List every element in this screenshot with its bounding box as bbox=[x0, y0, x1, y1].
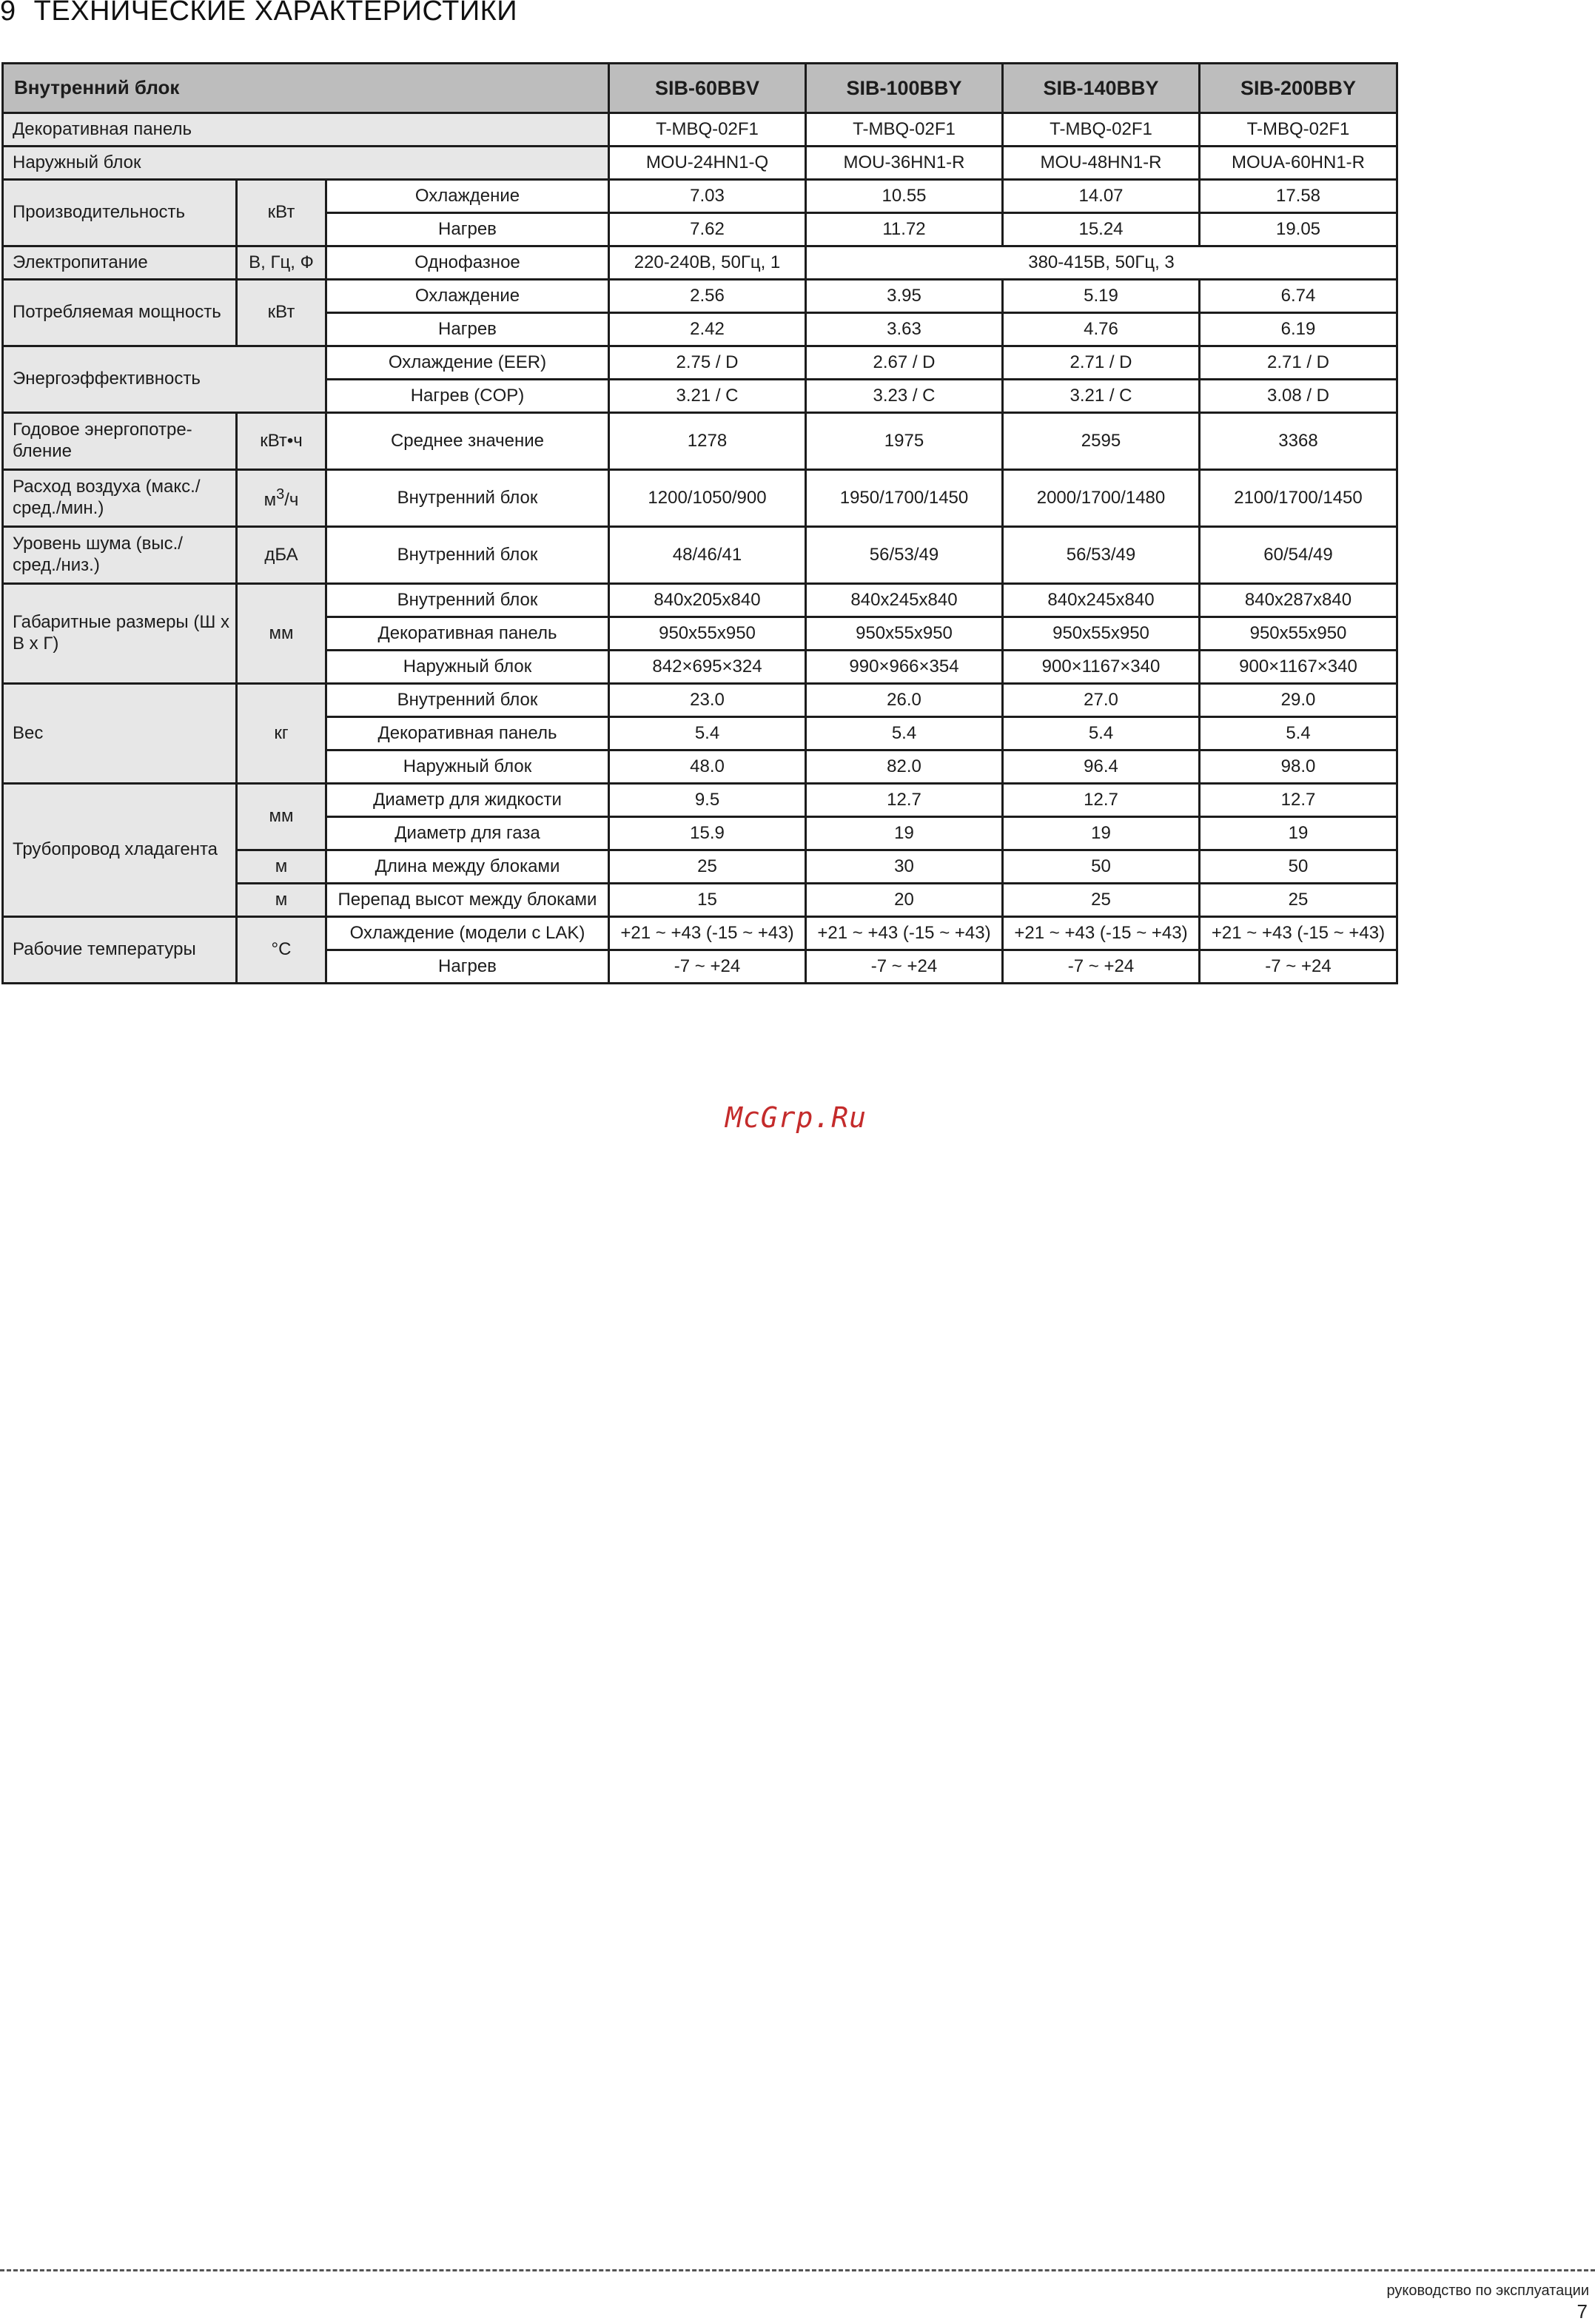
table-cell: 6.19 bbox=[1200, 313, 1397, 346]
table-cell: 3.08 / D bbox=[1200, 380, 1397, 413]
table-cell: +21 ~ +43 (-15 ~ +43) bbox=[1200, 917, 1397, 950]
header-indoor-unit: Внутренний блок bbox=[3, 64, 609, 113]
table-cell: MOU-24HN1-Q bbox=[609, 147, 806, 180]
table-cell: 2.67 / D bbox=[806, 346, 1003, 380]
row-sublabel: Охлаждение bbox=[326, 180, 609, 213]
table-cell: +21 ~ +43 (-15 ~ +43) bbox=[609, 917, 806, 950]
row-sublabel: Охлаждение (модели с LAK) bbox=[326, 917, 609, 950]
table-cell: 14.07 bbox=[1003, 180, 1200, 213]
row-unit: мм bbox=[237, 584, 326, 684]
table-cell: 9.5 bbox=[609, 784, 806, 817]
row-sublabel: Среднее значение bbox=[326, 413, 609, 470]
table-row bbox=[3, 784, 1397, 817]
table-cell: 950x55x950 bbox=[1200, 617, 1397, 651]
table-cell: 15 bbox=[609, 884, 806, 917]
table-cell: 3.21 / C bbox=[609, 380, 806, 413]
table-cell: 25 bbox=[1003, 884, 1200, 917]
page-number: 7 bbox=[1576, 2300, 1588, 2323]
table-header-row bbox=[3, 64, 1397, 113]
table-cell: 2.42 bbox=[609, 313, 806, 346]
row-unit bbox=[237, 470, 326, 527]
table-cell: T-MBQ-02F1 bbox=[609, 113, 806, 147]
table-cell: 20 bbox=[806, 884, 1003, 917]
watermark: McGrp.Ru bbox=[725, 1101, 867, 1134]
table-cell: -7 ~ +24 bbox=[1200, 950, 1397, 984]
section-number: 9 bbox=[0, 0, 16, 27]
row-label: Годовое энергопотре-бление bbox=[3, 413, 237, 470]
row-label: Расход воздуха (макс./сред./мин.) bbox=[3, 470, 237, 527]
table-cell: 2595 bbox=[1003, 413, 1200, 470]
table-cell: 10.55 bbox=[806, 180, 1003, 213]
row-sublabel: Декоративная панель bbox=[326, 617, 609, 651]
row-label: Габаритные размеры (Ш х В х Г) bbox=[3, 584, 237, 684]
table-cell: 380-415В, 50Гц, 3 bbox=[806, 246, 1397, 280]
table-cell: 1950/1700/1450 bbox=[806, 470, 1003, 527]
table-row bbox=[3, 584, 1397, 617]
table-cell: -7 ~ +24 bbox=[1003, 950, 1200, 984]
table-cell: 950x55x950 bbox=[1003, 617, 1200, 651]
table-cell: 3.23 / C bbox=[806, 380, 1003, 413]
table-row bbox=[3, 147, 1397, 180]
table-cell: 900×1167×340 bbox=[1003, 651, 1200, 684]
table-cell: 60/54/49 bbox=[1200, 527, 1397, 584]
table-cell: 220-240В, 50Гц, 1 bbox=[609, 246, 806, 280]
table-cell: 48/46/41 bbox=[609, 527, 806, 584]
row-sublabel: Декоративная панель bbox=[326, 717, 609, 750]
row-label: Потребляемая мощность bbox=[3, 280, 237, 346]
table-cell: 96.4 bbox=[1003, 750, 1200, 784]
row-sublabel: Внутренний блок bbox=[326, 470, 609, 527]
table-cell: 5.4 bbox=[806, 717, 1003, 750]
table-cell: 27.0 bbox=[1003, 684, 1200, 717]
row-sublabel: Длина между блоками bbox=[326, 850, 609, 884]
table-cell: 11.72 bbox=[806, 213, 1003, 246]
table-cell: 56/53/49 bbox=[806, 527, 1003, 584]
row-sublabel: Внутренний блок bbox=[326, 584, 609, 617]
table-cell: 19 bbox=[1200, 817, 1397, 850]
table-cell: 15.9 bbox=[609, 817, 806, 850]
table-cell: 48.0 bbox=[609, 750, 806, 784]
table-cell: 900×1167×340 bbox=[1200, 651, 1397, 684]
table-cell: 98.0 bbox=[1200, 750, 1397, 784]
table-cell: 19.05 bbox=[1200, 213, 1397, 246]
unit-base: м bbox=[263, 489, 277, 510]
row-sublabel: Охлаждение (EER) bbox=[326, 346, 609, 380]
table-cell: 30 bbox=[806, 850, 1003, 884]
table-cell: 12.7 bbox=[1200, 784, 1397, 817]
table-cell: 2.75 / D bbox=[609, 346, 806, 380]
table-cell: 7.62 bbox=[609, 213, 806, 246]
row-label: Трубопровод хладагента bbox=[3, 784, 237, 917]
table-cell: 2100/1700/1450 bbox=[1200, 470, 1397, 527]
table-cell: 1975 bbox=[806, 413, 1003, 470]
table-row bbox=[3, 527, 1397, 584]
row-sublabel: Охлаждение bbox=[326, 280, 609, 313]
table-cell: 5.4 bbox=[1200, 717, 1397, 750]
table-cell: 840x245x840 bbox=[806, 584, 1003, 617]
table-cell: +21 ~ +43 (-15 ~ +43) bbox=[806, 917, 1003, 950]
table-cell: MOU-48HN1-R bbox=[1003, 147, 1200, 180]
row-label: Электропитание bbox=[3, 246, 237, 280]
table-cell: 840x287x840 bbox=[1200, 584, 1397, 617]
table-cell: 840x205x840 bbox=[609, 584, 806, 617]
unit-rest: /ч bbox=[284, 489, 299, 510]
table-cell: 12.7 bbox=[806, 784, 1003, 817]
table-cell: T-MBQ-02F1 bbox=[806, 113, 1003, 147]
table-cell: 3.95 bbox=[806, 280, 1003, 313]
row-label: Вес bbox=[3, 684, 237, 784]
row-unit: кг bbox=[237, 684, 326, 784]
table-cell: MOU-36HN1-R bbox=[806, 147, 1003, 180]
row-sublabel: Диаметр для газа bbox=[326, 817, 609, 850]
row-label: Наружный блок bbox=[3, 147, 609, 180]
table-cell: +21 ~ +43 (-15 ~ +43) bbox=[1003, 917, 1200, 950]
row-unit: В, Гц, Ф bbox=[237, 246, 326, 280]
footer-text: руководство по эксплуатации bbox=[1386, 2283, 1589, 2299]
row-unit: кВт bbox=[237, 280, 326, 346]
table-row bbox=[3, 113, 1397, 147]
table-cell: 19 bbox=[806, 817, 1003, 850]
table-cell: 950x55x950 bbox=[609, 617, 806, 651]
table-cell: T-MBQ-02F1 bbox=[1200, 113, 1397, 147]
table-row bbox=[3, 413, 1397, 470]
table-cell: 15.24 bbox=[1003, 213, 1200, 246]
row-sublabel: Нагрев bbox=[326, 213, 609, 246]
row-label: Энергоэффективность bbox=[3, 346, 326, 413]
row-sublabel: Наружный блок bbox=[326, 750, 609, 784]
row-sublabel: Нагрев bbox=[326, 313, 609, 346]
table-cell: 2.56 bbox=[609, 280, 806, 313]
row-sublabel: Внутренний блок bbox=[326, 684, 609, 717]
table-row bbox=[3, 180, 1397, 213]
table-cell: 12.7 bbox=[1003, 784, 1200, 817]
table-row bbox=[3, 684, 1397, 717]
row-sublabel: Внутренний блок bbox=[326, 527, 609, 584]
model-header: SIB-100BBY bbox=[806, 64, 1003, 113]
row-sublabel: Наружный блок bbox=[326, 651, 609, 684]
table-cell: -7 ~ +24 bbox=[609, 950, 806, 984]
table-cell: 56/53/49 bbox=[1003, 527, 1200, 584]
table-cell: 4.76 bbox=[1003, 313, 1200, 346]
table-cell: 17.58 bbox=[1200, 180, 1397, 213]
row-unit: мм bbox=[237, 784, 326, 850]
row-unit: м bbox=[237, 884, 326, 917]
table-cell: 3.21 / C bbox=[1003, 380, 1200, 413]
model-header: SIB-60BBV bbox=[609, 64, 806, 113]
table-row bbox=[3, 246, 1397, 280]
row-label: Декоративная панель bbox=[3, 113, 609, 147]
table-cell: 7.03 bbox=[609, 180, 806, 213]
table-cell: 5.4 bbox=[1003, 717, 1200, 750]
row-unit: кВт•ч bbox=[237, 413, 326, 470]
table-cell: 6.74 bbox=[1200, 280, 1397, 313]
model-header: SIB-200BBY bbox=[1200, 64, 1397, 113]
table-cell: 50 bbox=[1200, 850, 1397, 884]
table-row bbox=[3, 346, 1397, 380]
section-title-text: ТЕХНИЧЕСКИЕ ХАРАКТЕРИСТИКИ bbox=[33, 0, 518, 27]
row-label: Производительность bbox=[3, 180, 237, 246]
row-unit: м bbox=[237, 850, 326, 884]
row-sublabel: Нагрев (COP) bbox=[326, 380, 609, 413]
table-cell: 2000/1700/1480 bbox=[1003, 470, 1200, 527]
unit-superscript: 3 bbox=[276, 486, 285, 503]
table-cell: 26.0 bbox=[806, 684, 1003, 717]
table-cell: -7 ~ +24 bbox=[806, 950, 1003, 984]
table-cell: 3368 bbox=[1200, 413, 1397, 470]
row-sublabel: Однофазное bbox=[326, 246, 609, 280]
row-sublabel: Нагрев bbox=[326, 950, 609, 984]
table-cell: 50 bbox=[1003, 850, 1200, 884]
table-cell: 19 bbox=[1003, 817, 1200, 850]
table-row bbox=[3, 917, 1397, 950]
table-cell: 2.71 / D bbox=[1200, 346, 1397, 380]
table-cell: MOUA-60HN1-R bbox=[1200, 147, 1397, 180]
row-label: Рабочие температуры bbox=[3, 917, 237, 984]
table-cell: 840x245x840 bbox=[1003, 584, 1200, 617]
table-cell: 1278 bbox=[609, 413, 806, 470]
row-sublabel: Диаметр для жидкости bbox=[326, 784, 609, 817]
table-cell: 950x55x950 bbox=[806, 617, 1003, 651]
row-label: Уровень шума (выс./сред./низ.) bbox=[3, 527, 237, 584]
table-cell: 25 bbox=[609, 850, 806, 884]
model-header: SIB-140BBY bbox=[1003, 64, 1200, 113]
row-unit: дБА bbox=[237, 527, 326, 584]
row-unit: °С bbox=[237, 917, 326, 984]
table-cell: 23.0 bbox=[609, 684, 806, 717]
table-cell: 29.0 bbox=[1200, 684, 1397, 717]
table-row bbox=[3, 470, 1397, 527]
table-cell: 1200/1050/900 bbox=[609, 470, 806, 527]
row-unit: кВт bbox=[237, 180, 326, 246]
table-cell: 5.19 bbox=[1003, 280, 1200, 313]
table-row bbox=[3, 280, 1397, 313]
spec-table bbox=[1, 62, 1398, 984]
table-cell: 990×966×354 bbox=[806, 651, 1003, 684]
table-cell: 5.4 bbox=[609, 717, 806, 750]
row-sublabel: Перепад высот между блоками bbox=[326, 884, 609, 917]
table-cell: 2.71 / D bbox=[1003, 346, 1200, 380]
section-title bbox=[0, 0, 517, 27]
footer-divider bbox=[0, 2269, 1595, 2271]
table-cell: 3.63 bbox=[806, 313, 1003, 346]
table-cell: 82.0 bbox=[806, 750, 1003, 784]
table-cell: T-MBQ-02F1 bbox=[1003, 113, 1200, 147]
table-cell: 842×695×324 bbox=[609, 651, 806, 684]
table-cell: 25 bbox=[1200, 884, 1397, 917]
